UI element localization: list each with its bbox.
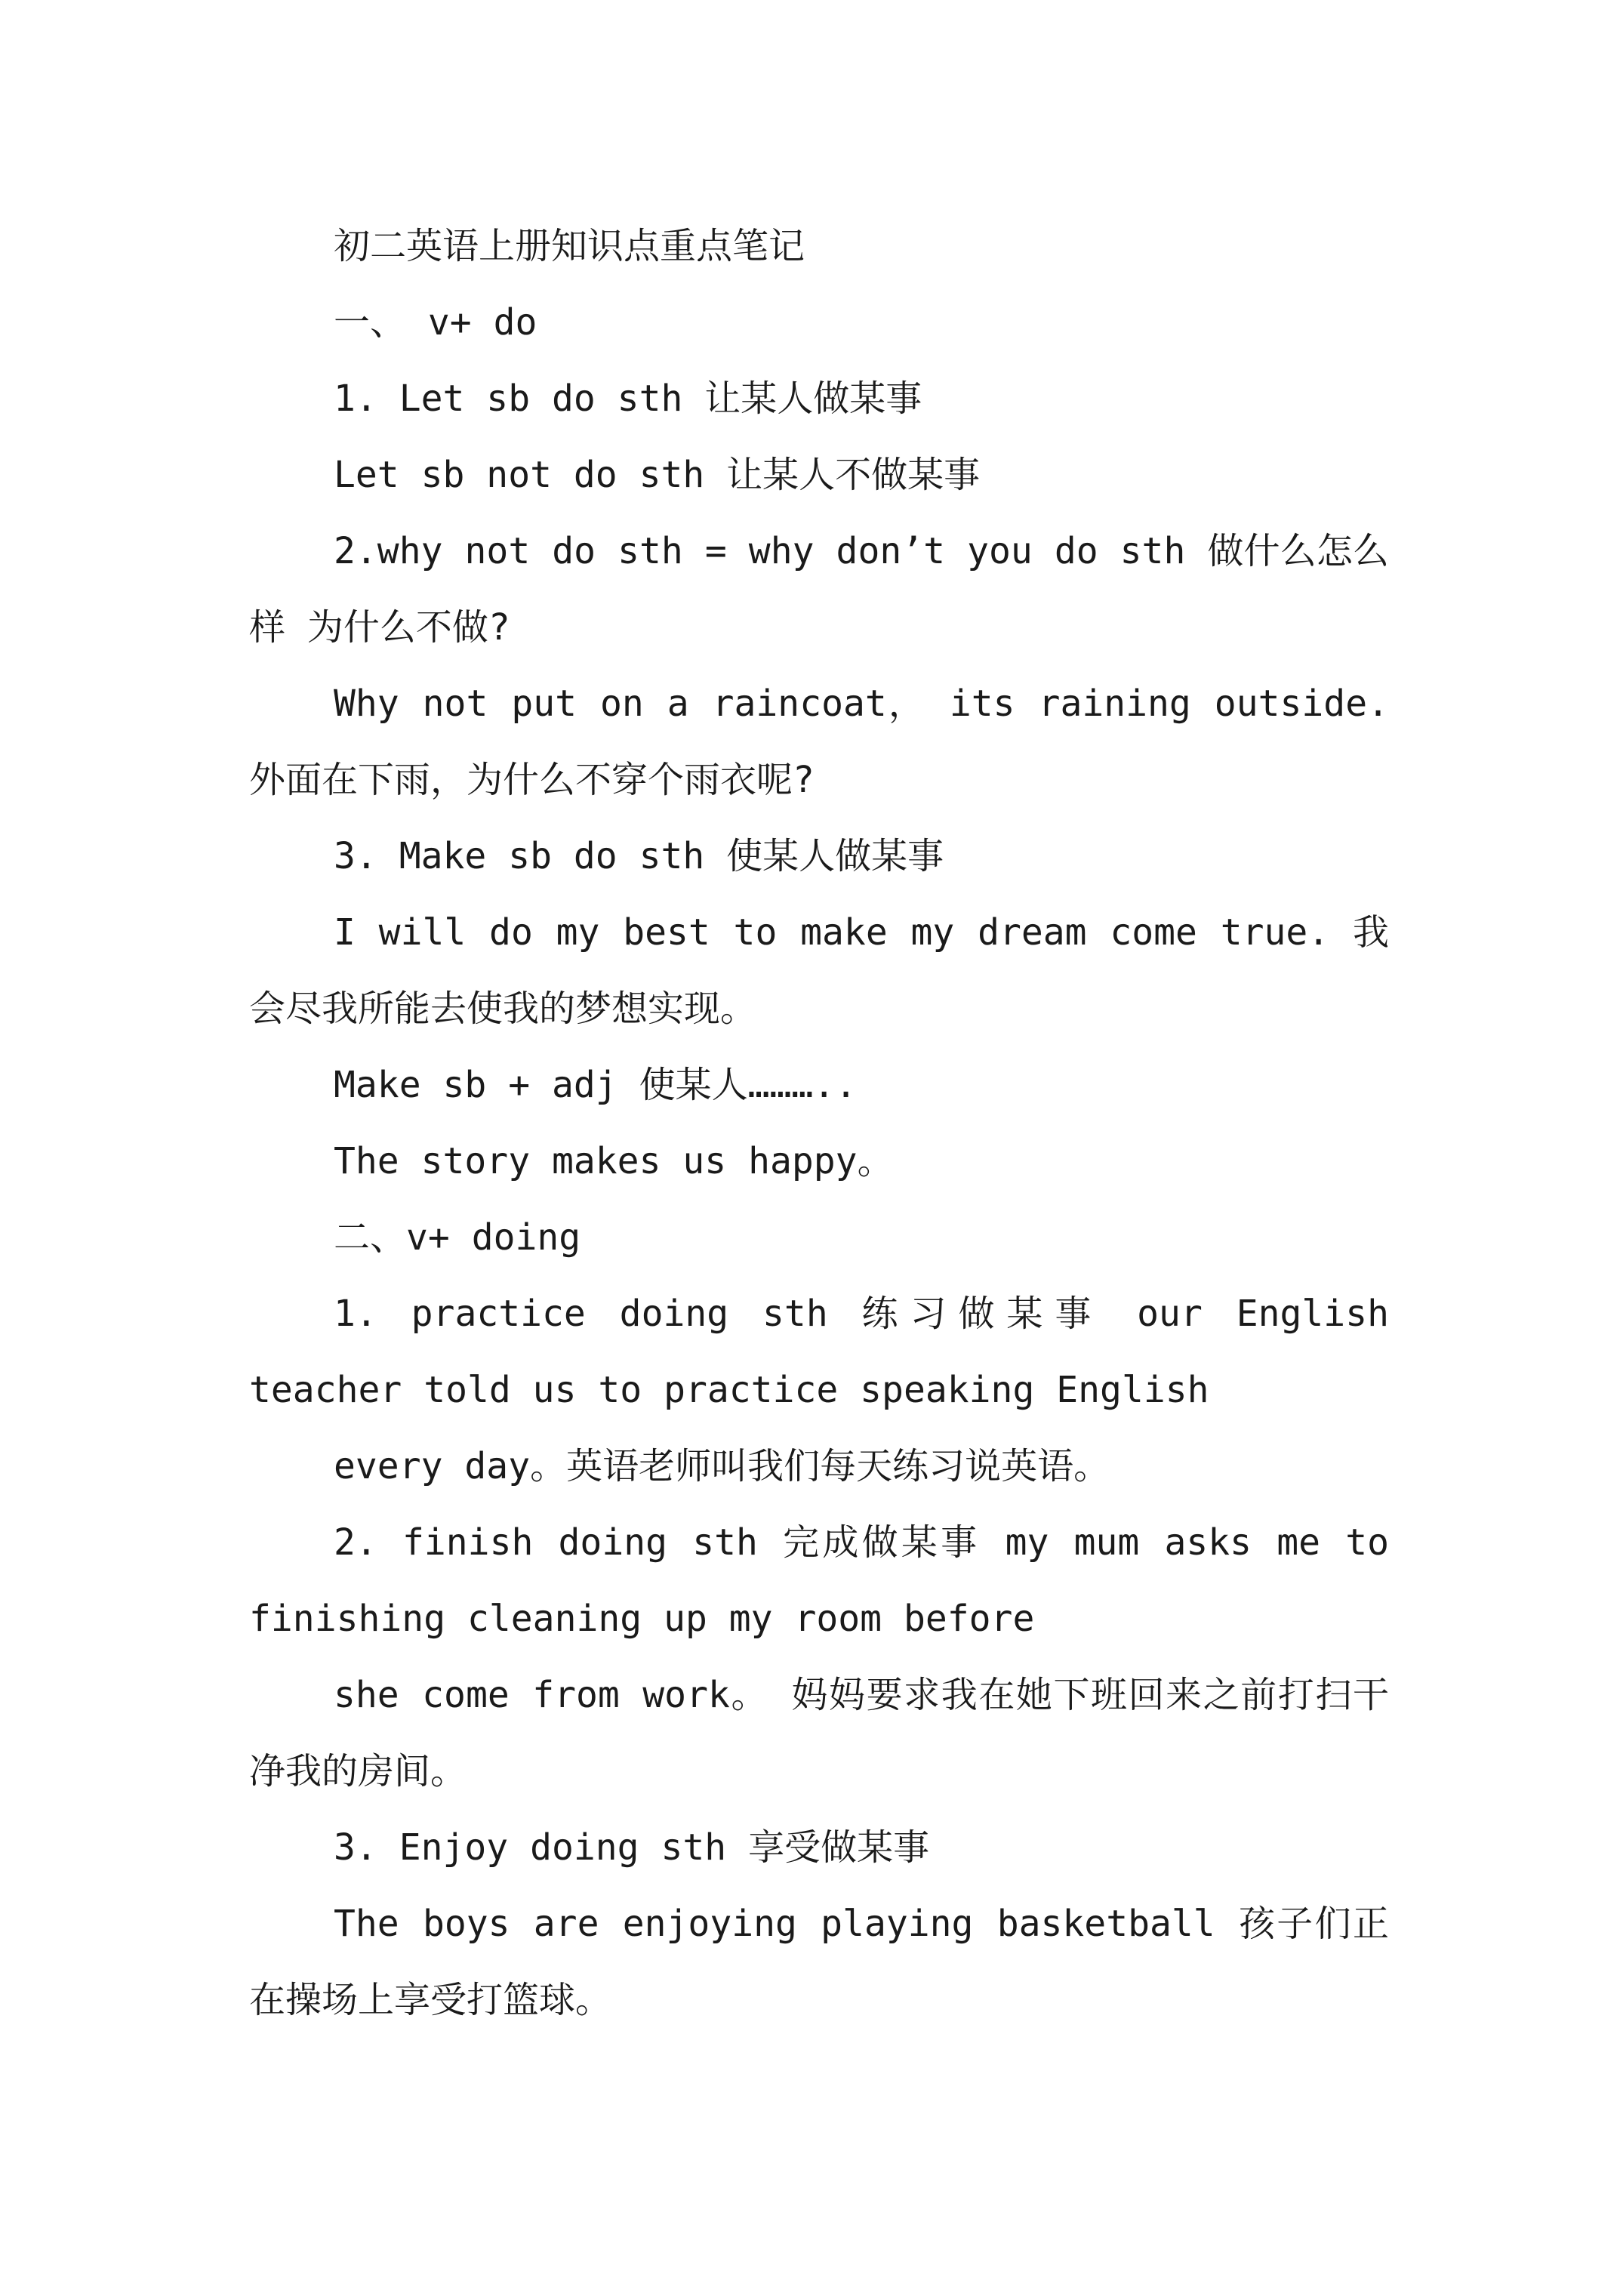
- note-line: 3. Make sb do sth 使某人做某事: [334, 835, 944, 877]
- document-title: 初二英语上册知识点重点笔记: [334, 225, 805, 267]
- note-paragraph: she come from work。 妈妈要求我在她下班回来之前打扫干净我的房间。: [249, 1674, 1389, 1792]
- note-paragraph: 2. finish doing sth 完成做某事 my mum asks me to finishing cleaning up my room before: [249, 1521, 1389, 1640]
- note-line: Let sb not do sth 让某人不做某事: [334, 454, 981, 496]
- note-paragraph: 1. practice doing sth 练习做某事 our English teacher told us to practice speaking English: [249, 1293, 1389, 1411]
- note-line: 3. Enjoy doing sth 享受做某事: [334, 1826, 930, 1869]
- note-paragraph: The boys are enjoying playing basketball 孩子们正在操场上享受打篮球。: [249, 1903, 1389, 2021]
- section-heading: 二、v+ doing: [334, 1216, 581, 1259]
- document-body: [249, 208, 1389, 2039]
- note-line: Make sb + adj 使某人………..: [334, 1064, 858, 1106]
- section-heading: 一、 v+ do: [334, 301, 537, 344]
- note-paragraph: Why not put on a raincoat， its raining outside. 外面在下雨，为什么不穿个雨衣呢?: [249, 683, 1389, 801]
- note-line: every day。英语老师叫我们每天练习说英语。: [334, 1445, 1110, 1487]
- note-paragraph: 2.why not do sth = why don’t you do sth 做什么怎么样 为什么不做?: [249, 530, 1389, 649]
- note-paragraph: I will do my best to make my dream come true. 我会尽我所能去使我的梦想实现。: [249, 911, 1389, 1030]
- note-line: 1. Let sb do sth 让某人做某事: [334, 378, 922, 420]
- note-line: The story makes us happy。: [334, 1140, 894, 1182]
